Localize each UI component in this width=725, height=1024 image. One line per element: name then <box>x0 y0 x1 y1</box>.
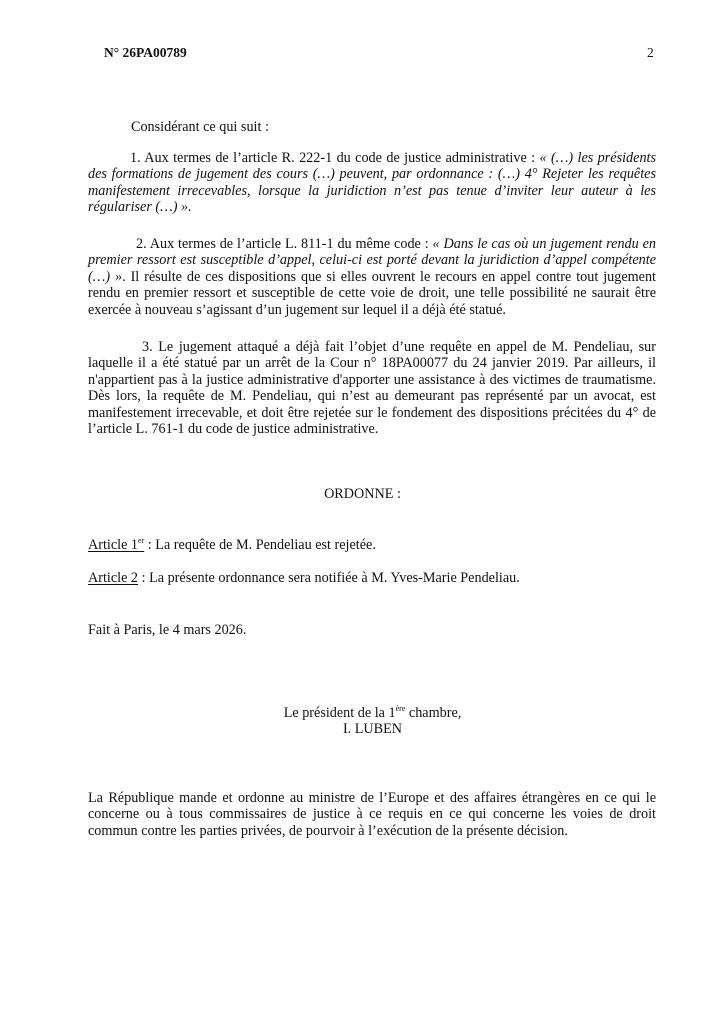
article-2-text: : La présente ordonnance sera notifiée à M. Yves-Marie Pendeliau. <box>138 570 520 586</box>
case-number: N° 26PA00789 <box>104 45 187 60</box>
signatory-title-end: chambre, <box>405 705 462 721</box>
article-1-label <box>88 537 144 553</box>
paragraph-2-text-start: 2. Aux termes de l’article L. 811-1 du même code : <box>136 236 433 252</box>
intro-line: Considérant ce qui suit : <box>131 119 269 135</box>
article-1 <box>88 537 376 553</box>
article-2-label: Article 2 <box>88 570 139 586</box>
paragraph-3-text: 3. Le jugement attaqué a déjà fait l’objet d’une requête en appel de M. Pendeliau, sur laquelle il a été statué par un arrêt de la Cour n° 18PA00077 du 24 janvier 2019. Par ailleurs, il n'appartient pas à la justice administrative d'apporter une assistance à des victimes de traumatisme. Dès lors, la requête de M. Pendeliau, qui n’est au demeurant pas représenté par un avocat, est manifestement irrecevable, et doit être rejetée sur le fondement des dispositions précitées du 4° de l’article L. 761-1 du code de justice administrative. <box>88 339 656 438</box>
signatory-title-sup: ère <box>395 704 406 713</box>
paragraph-1 <box>88 150 656 216</box>
article-1-label-main: Article 1 <box>88 537 139 553</box>
signatory-title-start: Le président de la 1 <box>283 705 396 721</box>
article-1-text: : La requête de M. Pendeliau est rejetée. <box>144 537 376 553</box>
ordonne-heading: ORDONNE : <box>324 486 401 502</box>
signatory-name: I. LUBEN <box>342 721 403 737</box>
signatory-title <box>0 705 725 721</box>
page-number: 2 <box>647 45 654 60</box>
article-1-label-sup: er <box>138 536 145 545</box>
formule-executoire: La République mande et ordonne au ministre de l’Europe et des affaires étrangères en ce qui le concerne ou à tous commissaires de justice à ce requis en ce qui concerne les voies de droit commun contre les parties privées, de pourvoir à l’exécution de la présente décision. <box>88 790 656 839</box>
paragraph-2-quote: « Dans le cas où un jugement rendu en premier ressort est susceptible d’appel, celui-ci est porté devant la juridiction d’appel compétente (…) » <box>88 236 656 285</box>
fait-a-paris: Fait à Paris, le 4 mars 2026. <box>88 622 247 638</box>
paragraph-3 <box>88 339 656 437</box>
article-2 <box>88 570 520 586</box>
paragraph-2-text-end: . Il résulte de ces dispositions que si elles ouvrent le recours en appel contre tout jugement rendu en premier ressort et susceptible de cette voie de droit, une telle possibilité ne saurait être exercée à nouveau s’agissant d’un jugement sur lequel il a déjà été statué. <box>88 268 656 318</box>
paragraph-2 <box>88 236 656 318</box>
paragraph-1-text: 1. Aux termes de l’article R. 222-1 du code de justice administrative : <box>130 150 540 166</box>
paragraph-1-quote: « (…) les présidents des formations de jugement des cours (…) peuvent, par ordonnance : (…) 4° Rejeter les requêtes manifestement irrecevables, lorsque la juridiction n’est pas tenue d’inviter leur auteur à les régulariser (…) ». <box>88 150 656 216</box>
